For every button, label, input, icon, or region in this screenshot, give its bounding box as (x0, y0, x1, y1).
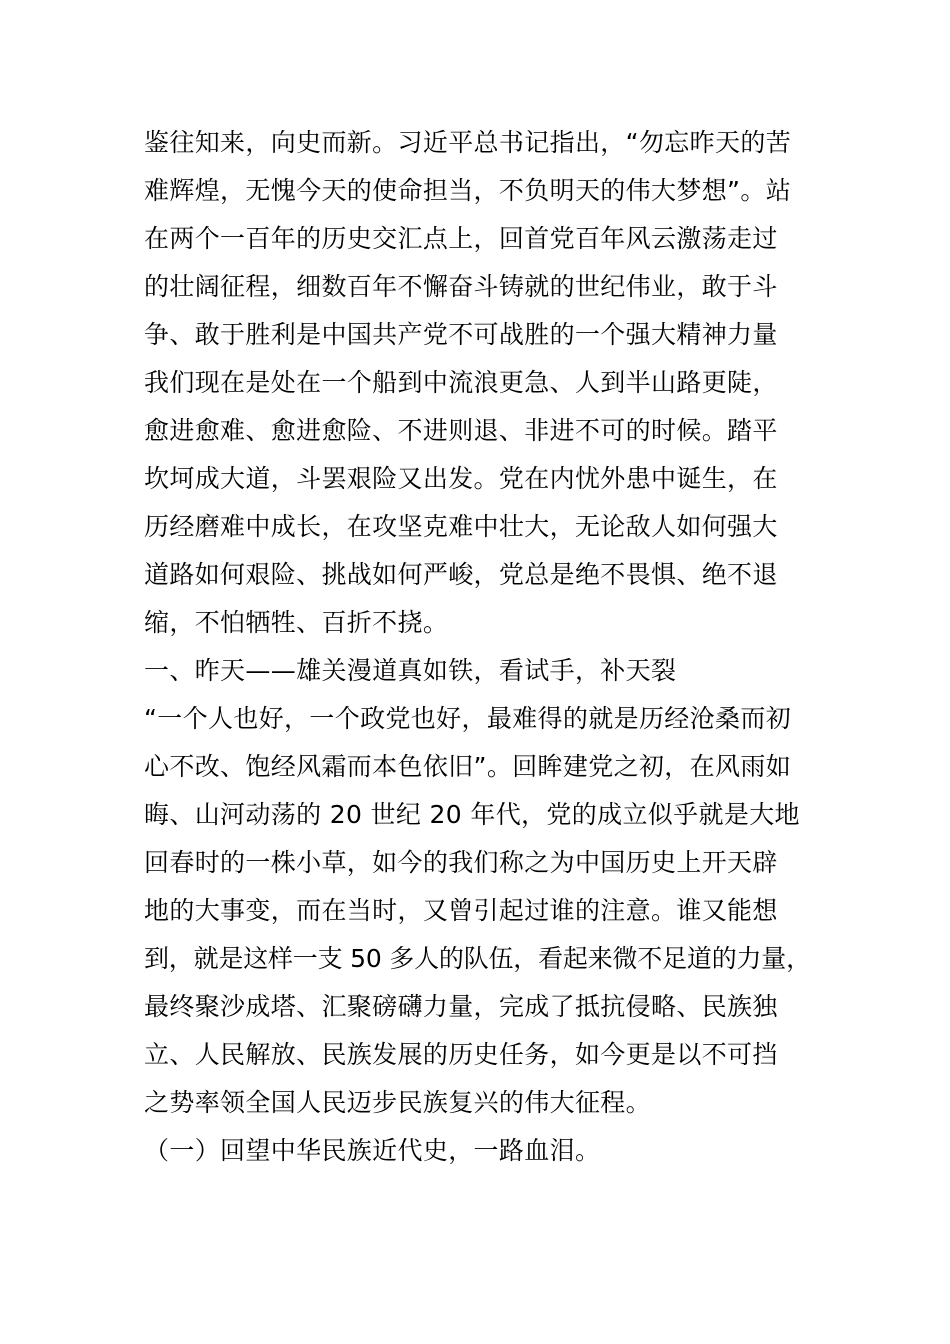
text-line-16: 回春时的一株小草，如今的我们称之为中国历史上开天辟 (144, 848, 778, 877)
text-line-17: 地的大事变，而在当时，又曾引起过谁的注意。谁又能想 (144, 896, 778, 925)
section-heading: 一、昨天——雄关漫道真如铁，看试手，补天裂 (144, 656, 677, 685)
text-line-1: 鉴往知来，向史而新。习近平总书记指出，“勿忘昨天的苦 (144, 128, 792, 157)
text-line-13: “一个人也好，一个政党也好，最难得的就是历经沧桑而初 (144, 704, 792, 733)
text-line-11: 缩，不怕牺牲、百折不挠。 (144, 608, 449, 637)
text-line-7: 愈进愈难、愈进愈险、不进则退、非进不可的时候。踏平 (144, 416, 778, 445)
text-line-19: 最终聚沙成塔、汇聚磅礴力量，完成了抵抗侵略、民族独 (144, 992, 778, 1021)
text-line-4: 的壮阔征程，细数百年不懈奋斗铸就的世纪伟业，敢于斗 (144, 272, 778, 301)
text-line-10: 道路如何艰险、挑战如何严峻，党总是绝不畏惧、绝不退 (144, 560, 778, 589)
text-line-21: 之势率领全国人民迈步民族复兴的伟大征程。 (144, 1088, 652, 1117)
text-line-18: 到，就是这样一支 50 多人的队伍，看起来微不足道的力量， (144, 944, 811, 973)
text-line-8: 坎坷成大道，斗罢艰险又出发。党在内忧外患中诞生，在 (144, 464, 778, 493)
text-line-20: 立、人民解放、民族发展的历史任务，如今更是以不可挡 (144, 1040, 778, 1069)
text-line-6: 我们现在是处在一个船到中流浪更急、人到半山路更陡， (144, 368, 778, 397)
text-line-15: 晦、山河动荡的 20 世纪 20 年代，党的成立似乎就是大地 (144, 800, 800, 829)
text-line-2: 难辉煌，无愧今天的使命担当，不负明天的伟大梦想”。站 (144, 176, 792, 205)
text-line-9: 历经磨难中成长，在攻坚克难中壮大，无论敌人如何强大 (144, 512, 778, 541)
text-line-5: 争、敢于胜利是中国共产党不可战胜的一个强大精神力量 (144, 320, 778, 349)
text-line-14: 心不改、饱经风霜而本色依旧”。回眸建党之初，在风雨如 (144, 752, 792, 781)
subsection-heading: （一）回望中华民族近代史，一路血泪。 (144, 1136, 601, 1165)
text-line-3: 在两个一百年的历史交汇点上，回首党百年风云激荡走过 (144, 224, 778, 253)
